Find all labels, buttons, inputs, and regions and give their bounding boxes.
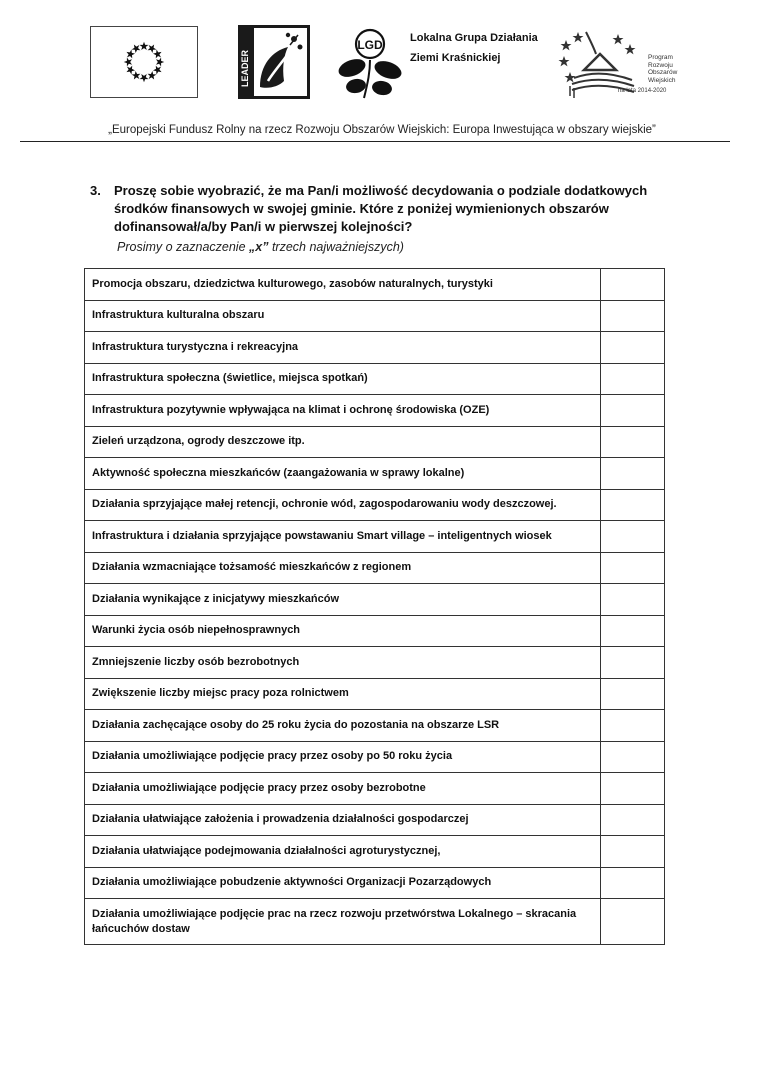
option-checkbox-cell[interactable] bbox=[601, 741, 665, 773]
table-row bbox=[85, 615, 665, 647]
option-label: Działania umożliwiające podjęcie pracy przez osoby po 50 roku życia bbox=[85, 741, 601, 773]
option-label: Zwiększenie liczby miejsc pracy poza rolnictwem bbox=[85, 678, 601, 710]
option-label: Zieleń urządzona, ogrody deszczowe itp. bbox=[85, 426, 601, 458]
option-checkbox-cell[interactable] bbox=[601, 836, 665, 868]
table-row bbox=[85, 773, 665, 805]
table-row bbox=[85, 332, 665, 364]
table-row bbox=[85, 584, 665, 616]
option-label: Działania umożliwiające podjęcie prac na rzecz rozwoju przetwórstwa Lokalnego – skracania łańcuchów dostaw bbox=[85, 899, 601, 945]
option-checkbox-cell[interactable] bbox=[601, 521, 665, 553]
option-label: Działania wynikające z inicjatywy mieszkańców bbox=[85, 584, 601, 616]
options-table bbox=[84, 268, 665, 945]
leader-logo-icon bbox=[238, 25, 310, 99]
question-number: 3. bbox=[90, 183, 101, 198]
option-label: Infrastruktura społeczna (świetlice, miejsca spotkań) bbox=[85, 363, 601, 395]
option-label: Promocja obszaru, dziedzictwa kulturowego, zasobów naturalnych, turystyki bbox=[85, 269, 601, 301]
table-row bbox=[85, 458, 665, 490]
option-checkbox-cell[interactable] bbox=[601, 584, 665, 616]
option-checkbox-cell[interactable] bbox=[601, 773, 665, 805]
option-checkbox-cell[interactable] bbox=[601, 426, 665, 458]
option-checkbox-cell[interactable] bbox=[601, 867, 665, 899]
table-row bbox=[85, 899, 665, 945]
table-row bbox=[85, 521, 665, 553]
table-row bbox=[85, 489, 665, 521]
option-label: Aktywność społeczna mieszkańców (zaangażowania w sprawy lokalne) bbox=[85, 458, 601, 490]
prow-logo-years: na lata 2014-2020 bbox=[618, 88, 667, 94]
lgd-logo-text-line1: Lokalna Grupa Działania bbox=[410, 32, 538, 44]
question-note: Prosimy o zaznaczenie „x” trzech najważniejszych) bbox=[117, 240, 404, 254]
lgd-logo bbox=[334, 26, 544, 102]
option-checkbox-cell[interactable] bbox=[601, 363, 665, 395]
option-label: Działania umożliwiające podjęcie pracy przez osoby bezrobotne bbox=[85, 773, 601, 805]
table-row bbox=[85, 836, 665, 868]
option-label: Zmniejszenie liczby osób bezrobotnych bbox=[85, 647, 601, 679]
option-checkbox-cell[interactable] bbox=[601, 300, 665, 332]
option-checkbox-cell[interactable] bbox=[601, 458, 665, 490]
option-label: Działania ułatwiające założenia i prowadzenia działalności gospodarczej bbox=[85, 804, 601, 836]
option-checkbox-cell[interactable] bbox=[601, 269, 665, 301]
option-label: Działania wzmacniające tożsamość mieszkańców z regionem bbox=[85, 552, 601, 584]
option-checkbox-cell[interactable] bbox=[601, 804, 665, 836]
prow-logo-text: Program Rozwoju Obszarów Wiejskich bbox=[648, 54, 678, 84]
table-row bbox=[85, 647, 665, 679]
header-divider bbox=[20, 141, 730, 142]
table-row bbox=[85, 552, 665, 584]
slogan: „Europejski Fundusz Rolny na rzecz Rozwoju Obszarów Wiejskich: Europa Inwestująca w obszary wiejskie” bbox=[108, 124, 656, 136]
option-checkbox-cell[interactable] bbox=[601, 710, 665, 742]
option-checkbox-cell[interactable] bbox=[601, 899, 665, 945]
table-row bbox=[85, 741, 665, 773]
option-label: Działania zachęcające osoby do 25 roku życia do pozostania na obszarze LSR bbox=[85, 710, 601, 742]
note-mark: „x” bbox=[249, 240, 269, 254]
option-checkbox-cell[interactable] bbox=[601, 678, 665, 710]
option-label: Działania umożliwiające pobudzenie aktywności Organizacji Pozarządowych bbox=[85, 867, 601, 899]
option-checkbox-cell[interactable] bbox=[601, 332, 665, 364]
table-row bbox=[85, 363, 665, 395]
table-row bbox=[85, 804, 665, 836]
question bbox=[90, 182, 690, 236]
option-label: Infrastruktura i działania sprzyjające powstawaniu Smart village – inteligentnych wiosek bbox=[85, 521, 601, 553]
logo-bar bbox=[0, 0, 764, 110]
option-checkbox-cell[interactable] bbox=[601, 647, 665, 679]
table-row bbox=[85, 269, 665, 301]
option-checkbox-cell[interactable] bbox=[601, 395, 665, 427]
svg-text:LGD: LGD bbox=[357, 38, 383, 52]
option-label: Działania sprzyjające małej retencji, ochronie wód, zagospodarowaniu wody deszczowej. bbox=[85, 489, 601, 521]
prow-logo bbox=[556, 26, 676, 102]
table-row bbox=[85, 300, 665, 332]
option-label: Warunki życia osób niepełnosprawnych bbox=[85, 615, 601, 647]
table-row bbox=[85, 678, 665, 710]
option-label: Infrastruktura pozytywnie wpływająca na klimat i ochronę środowiska (OZE) bbox=[85, 395, 601, 427]
option-label: Infrastruktura turystyczna i rekreacyjna bbox=[85, 332, 601, 364]
question-text: Proszę sobie wyobrazić, że ma Pan/i możliwość decydowania o podziale dodatkowych środków finansowych w swojej gminie. Które z poniżej wymienionych obszarów dofinansował/a/by Pan/i w pierwszej kolejności? bbox=[114, 183, 648, 234]
option-label: Infrastruktura kulturalna obszaru bbox=[85, 300, 601, 332]
leader-logo-text: LEADER bbox=[240, 49, 250, 87]
option-label: Działania ułatwiające podejmowania działalności agroturystycznej, bbox=[85, 836, 601, 868]
lgd-logo-icon bbox=[334, 26, 408, 102]
option-checkbox-cell[interactable] bbox=[601, 552, 665, 584]
table-row bbox=[85, 426, 665, 458]
table-row bbox=[85, 710, 665, 742]
lgd-logo-text-line2: Ziemi Kraśnickiej bbox=[410, 52, 501, 64]
option-checkbox-cell[interactable] bbox=[601, 489, 665, 521]
table-row bbox=[85, 867, 665, 899]
eu-flag-icon bbox=[90, 26, 198, 98]
option-checkbox-cell[interactable] bbox=[601, 615, 665, 647]
table-row bbox=[85, 395, 665, 427]
